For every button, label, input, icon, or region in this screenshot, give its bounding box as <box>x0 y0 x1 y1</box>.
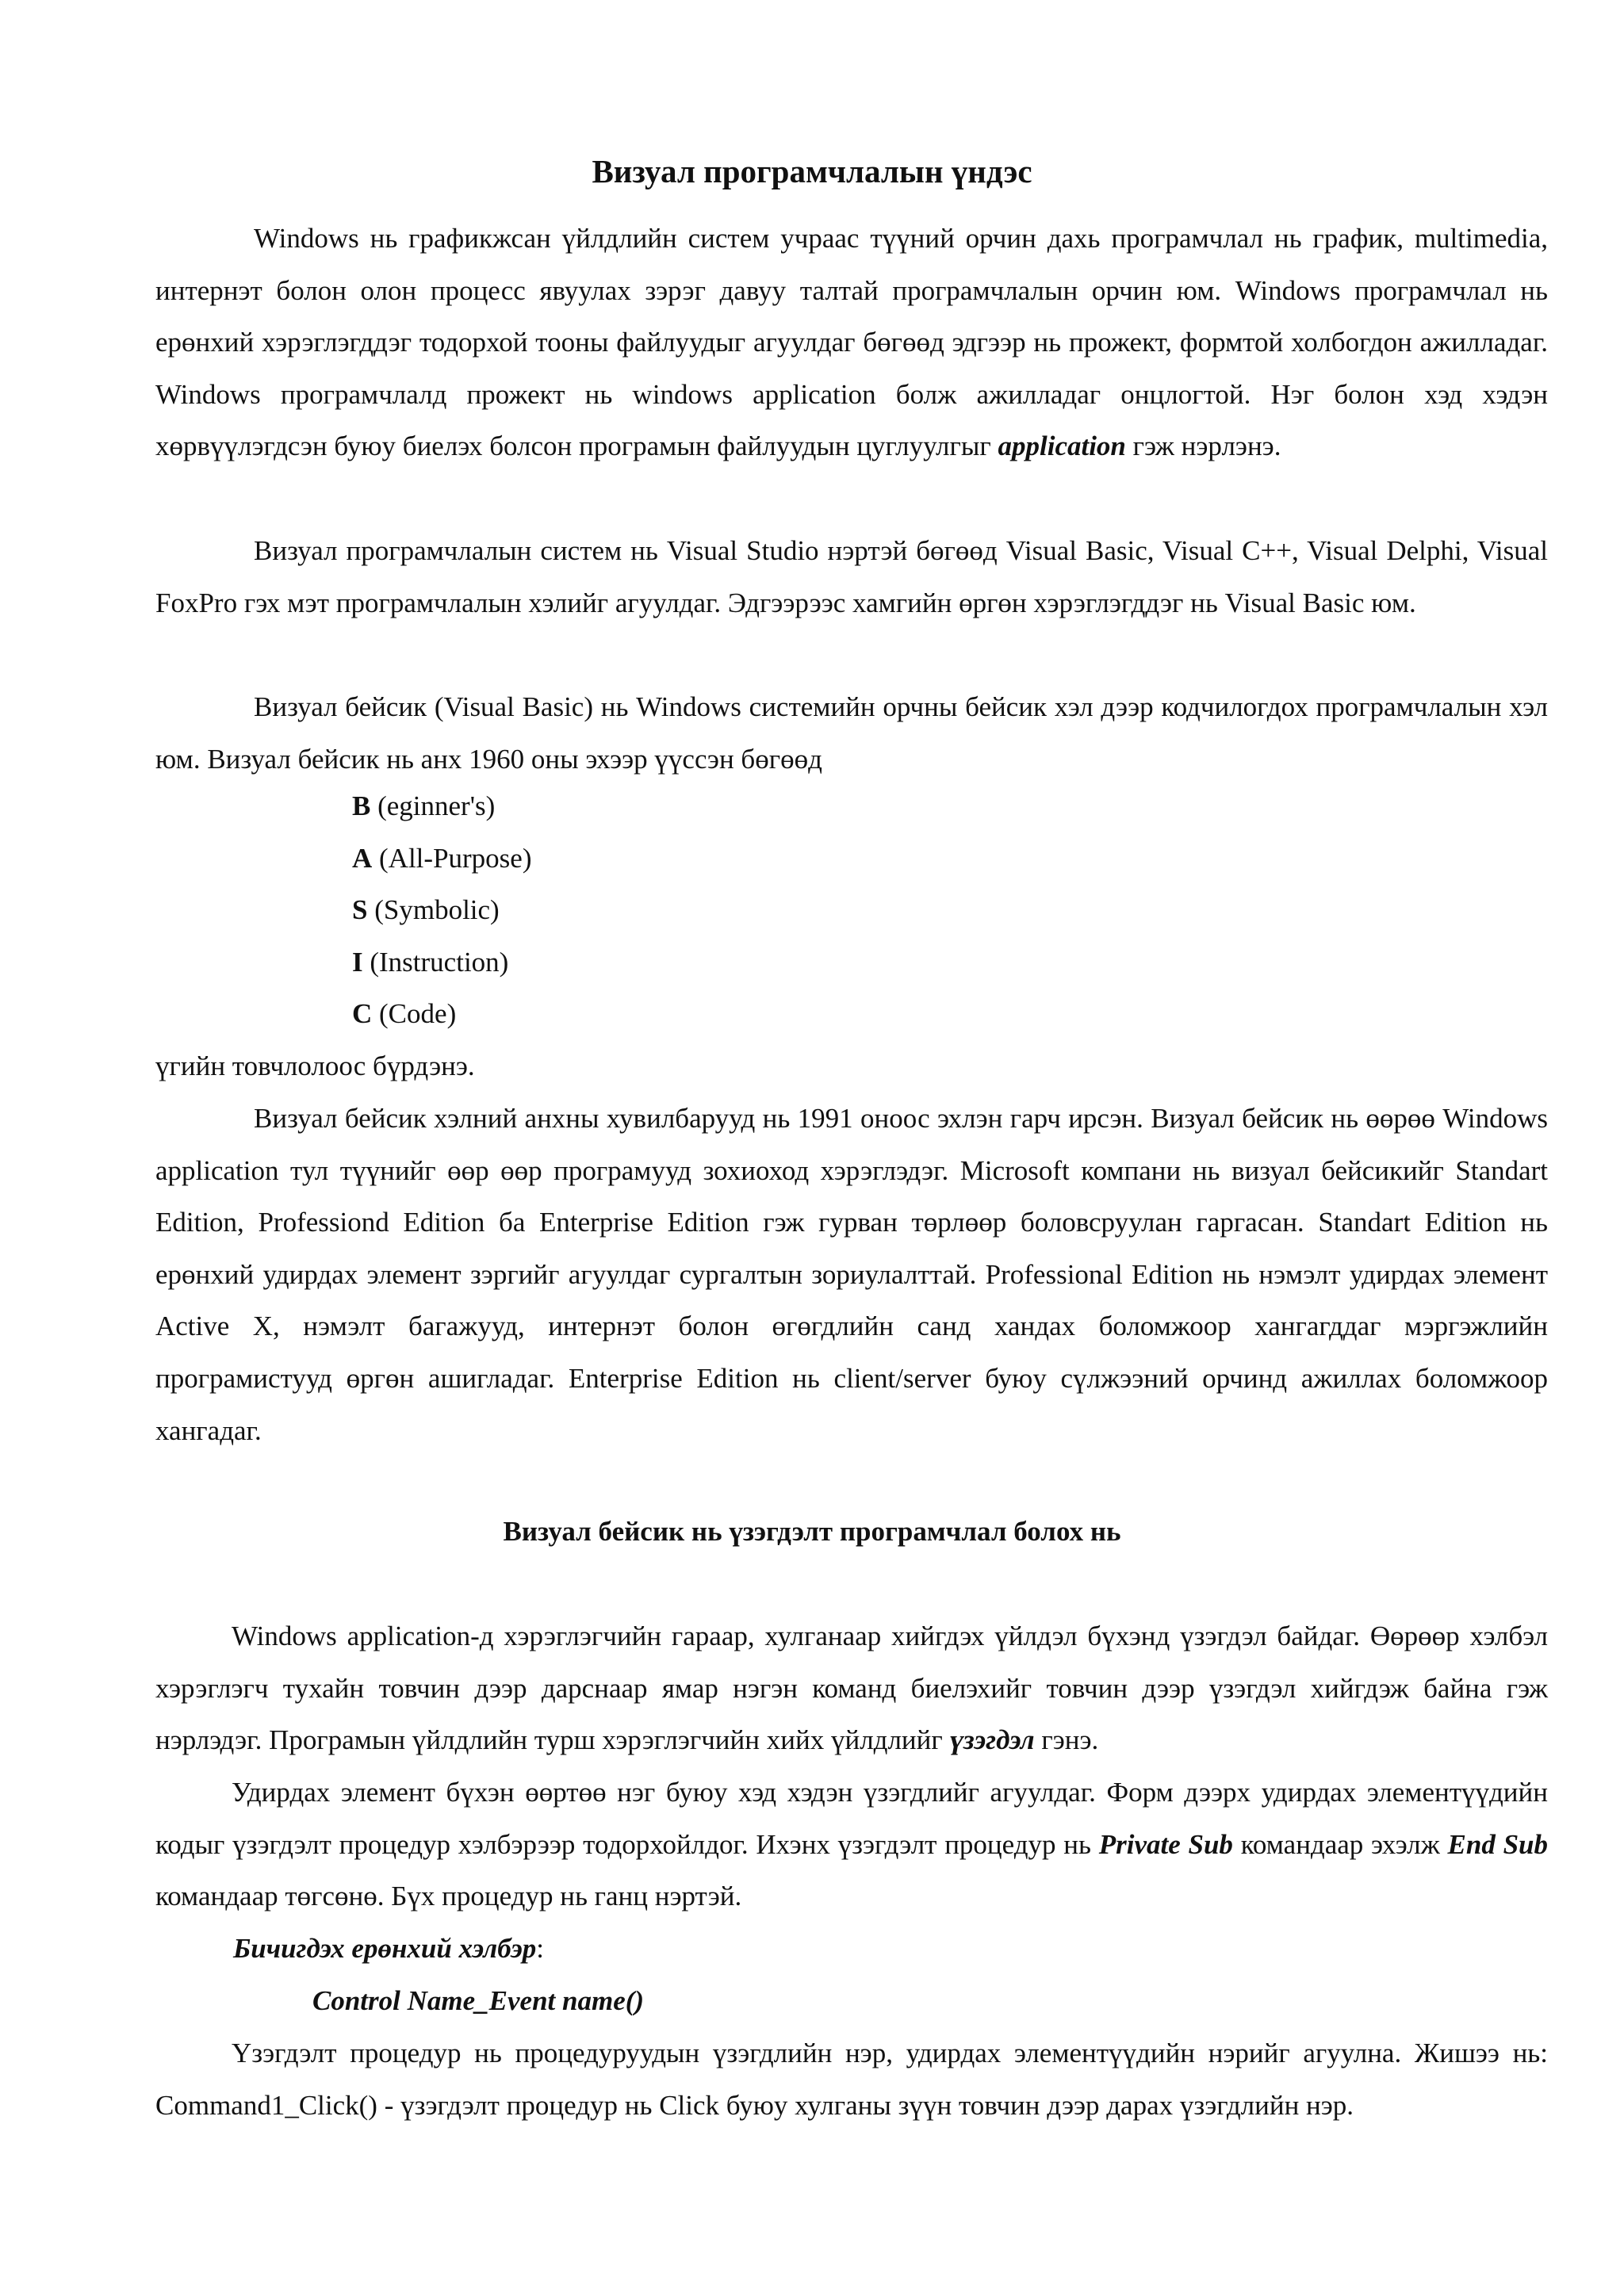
events-paragraph-2 <box>155 1766 1548 1923</box>
acronym-rest: (Symbolic) <box>374 894 500 926</box>
acronym-item-s <box>352 884 532 936</box>
events-paragraph-2-end: командаар төгсөнө. Бүх процедур нь ганц нэртэй. <box>155 1881 742 1912</box>
acronym-item-b <box>352 780 532 832</box>
acronym-letter: B <box>352 790 371 821</box>
acronym-item-a <box>352 832 532 885</box>
acronym-rest: (All-Purpose) <box>379 842 532 874</box>
intro-paragraph-1-end: гэж нэрлэнэ. <box>1132 430 1281 462</box>
events-paragraph-1 <box>155 1610 1548 1766</box>
acronym-letter: I <box>352 946 363 978</box>
acronym-rest: (eginner's) <box>377 790 496 821</box>
acronym-tail: үгийн товчлолоос бүрдэнэ. <box>155 1050 475 1081</box>
section-title: Визуал бейсик нь үзэгдэлт програмчлал болох нь <box>503 1516 1121 1547</box>
syntax-label <box>233 1923 544 1975</box>
events-paragraph-1-end: гэнэ. <box>1041 1724 1099 1756</box>
intro-paragraph-1-text: Windows нь графикжсан үйлдлийн систем учраас түүний орчин дахь програмчлал нь график, multimedia, интернэт болон олон процесс явуулах зэрэг давуу талтай програмчлалын орчин юм. Windows програмчлал нь ерөнхий хэрэглэгддэг тодорхой тооны файлуудыг агуулдаг бөгөөд эдгээр нь прожект, формтой холбогдон ажилладаг. Windows програмчлалд прожект нь windows application болж ажилладаг онцлогтой. Нэг болон хэд хэдэн хөрвүүлэгдсэн буюу биелэх болсон програмын файлуудын цуглуулгыг <box>155 223 1548 462</box>
event-term: үзэгдэл <box>949 1724 1035 1756</box>
acronym-list <box>352 780 532 1040</box>
events-paragraph-1-text: Windows application-д хэрэглэгчийн гараар, хулганаар хийгдэх үйлдэл бүхэнд үзэгдэл байдаг. Өөрөөр хэлбэл хэрэглэгч тухайн товчин дээр дарснаар ямар нэгэн команд биелэхийг товчин дээр үзэгдэл хийгдэж байна гэж нэрлэдэг. Програмын үйлдлийн турш хэрэглэгчийн хийх үйлдлийг <box>155 1621 1548 1756</box>
acronym-item-i <box>352 936 532 989</box>
end-sub-term: End Sub <box>1447 1828 1549 1860</box>
syntax-example: Control Name_Event name() <box>312 1985 645 2016</box>
events-paragraph-2-text: Удирдах элемент бүхэн өөртөө нэг буюу хэд хэдэн үзэгдлийг агуулдаг. Форм дээрх удирдах элементүүдийн кодыг үзэгдэлт процедур хэлбэрээр тодорхойлдог. Ихэнх үзэгдэлт процедур нь <box>155 1777 1548 1860</box>
acronym-letter: S <box>352 894 368 926</box>
application-term: application <box>998 430 1126 462</box>
intro-paragraph-2: Визуал програмчлалын систем нь Visual Studio нэртэй бөгөөд Visual Basic, Visual C++, Visual Delphi, Visual FoxPro гэх мэт програмчлалын хэлийг агуулдаг. Эдгээрээс хамгийн өргөн хэрэглэгддэг нь Visual Basic юм. <box>155 535 1548 618</box>
intro-paragraph-3: Визуал бейсик (Visual Basic) нь Windows системийн орчны бейсик хэл дээр кодчилогдох програмчлалын хэл юм. Визуал бейсик нь анх 1960 оны эхээр үүссэн бөгөөд <box>155 691 1548 775</box>
events-paragraph-2-mid: командаар эхэлж <box>1240 1828 1440 1860</box>
syntax-label-text: Бичигдэх ерөнхий хэлбэр <box>233 1933 537 1964</box>
acronym-rest: (Code) <box>379 998 457 1030</box>
acronym-letter: C <box>352 998 373 1030</box>
history-paragraph: Визуал бейсик хэлний анхны хувилбарууд нь 1991 оноос эхлэн гарч ирсэн. Визуал бейсик нь өөрөө Windows application тул түүнийг өөр өөр програмууд зохиоход хэрэглэдэг. Microsoft компани нь визуал бейсикийг Standart Edition, Professiond Edition ба Enterprise Edition гэж гурван төрлөөр боловсруулан гаргасан. Standart Edition нь ерөнхий удирдах элемент зэргийг агуулдаг сургалтын зориулалттай. Professional Edition нь нэмэлт удирдах элемент Active X, нэмэлт багажууд, интернэт болон өгөгдлийн санд хандах боломжоор хангагддаг мэргэжлийн програмистууд өргөн ашигладаг. Enterprise Edition нь client/server буюу сүлжээний орчинд ажиллах боломжоор хангадаг. <box>155 1103 1548 1446</box>
page-title: Визуал програмчлалын үндэс <box>592 153 1032 189</box>
acronym-rest: (Instruction) <box>370 946 509 978</box>
acronym-letter: A <box>352 842 373 874</box>
acronym-item-c <box>352 988 532 1040</box>
intro-paragraph-1 <box>155 212 1548 473</box>
private-sub-term: Private Sub <box>1098 1828 1233 1860</box>
events-paragraph-3: Үзэгдэлт процедур нь процедуруудын үзэгдлийн нэр, удирдах элементүүдийн нэрийг агуулна. Жишээ нь: Command1_Click() - үзэгдэлт процедур нь Click буюу хулганы зүүн товчин дээр дарах үзэгдлийн нэр. <box>155 2038 1548 2121</box>
syntax-label-colon: : <box>536 1933 544 1964</box>
